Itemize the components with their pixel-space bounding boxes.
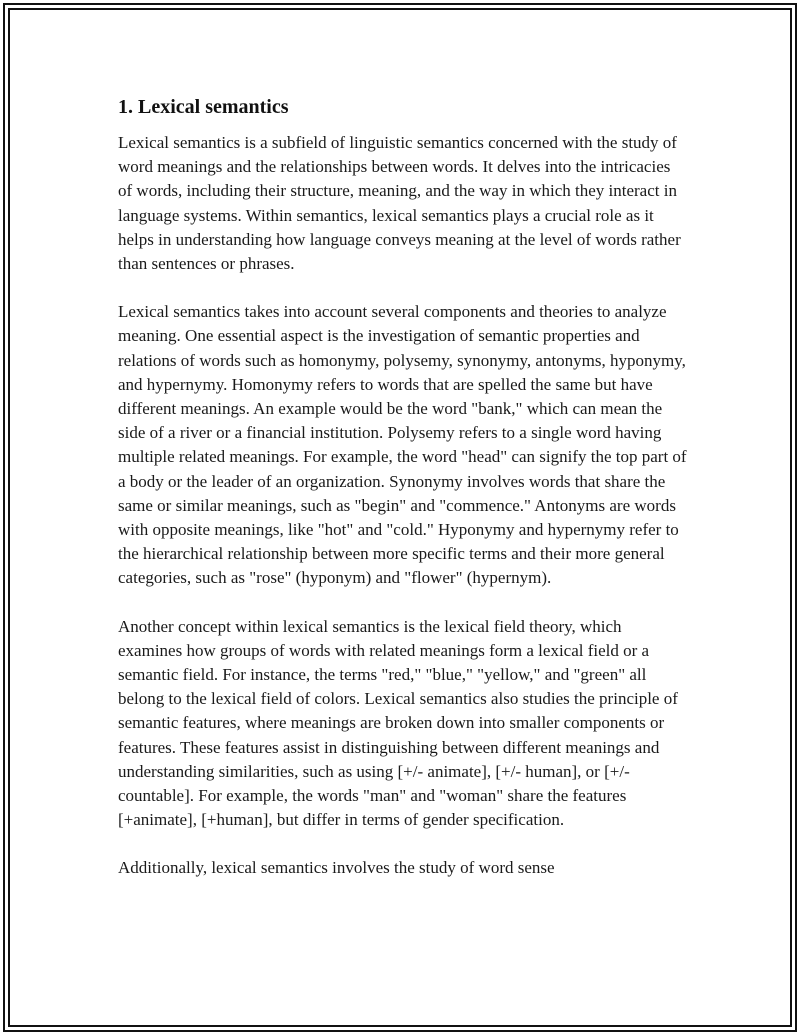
paragraph-4: Additionally, lexical semantics involves the study of word sense [118, 858, 555, 878]
section-title: 1. Lexical semantics [118, 96, 289, 118]
paragraph-3: Another concept within lexical semantics is the lexical field theory, which examines how groups of words with related meanings form a lexical field or a semantic field. For instance, the terms "red," "blue," "yellow," and "green" all belong to the lexical field of colors. Lexical semantics also studies the principle of semantic features, where meanings are broken down into smaller components or features. These features assist in distinguishing between different meanings and understanding similarities, such as using [+/- animate], [+/- human], or [+/- countable]. For example, the words "man" and "woman" share the features [+animate], [+human], but differ in terms of gender specification. [118, 616, 678, 830]
paragraph-1: Lexical semantics is a subfield of linguistic semantics concerned with the study of word meanings and the relationships between words. It delves into the intricacies of words, including their structure, meaning, and the way in which they interact in language systems. Within semantics, lexical semantics plays a crucial role as it helps in understanding how language conveys meaning at the level of words rather than sentences or phrases. [118, 133, 681, 274]
paragraph-2: Lexical semantics takes into account several components and theories to analyze meaning. One essential aspect is the investigation of semantic properties and relations of words such as homonymy, polysemy, synonymy, antonyms, hyponymy, and hypernymy. Homonymy refers to words that are spelled the same but have different meanings. An example would be the word "bank," which can mean the side of a river or a financial institution. Polysemy refers to a single word having multiple related meanings. For example, the word "head" can signify the top part of a body or the leader of an organization. Synonymy involves words that share the same or similar meanings, such as "begin" and "commence." Antonyms are words with opposite meanings, like "hot" and "cold." Hyponymy and hypernymy refer to the hierarchical relationship between more specific terms and their more general categories, such as "rose" (hyponym) and "flower" (hypernym). [118, 302, 687, 588]
document-body [118, 94, 688, 905]
